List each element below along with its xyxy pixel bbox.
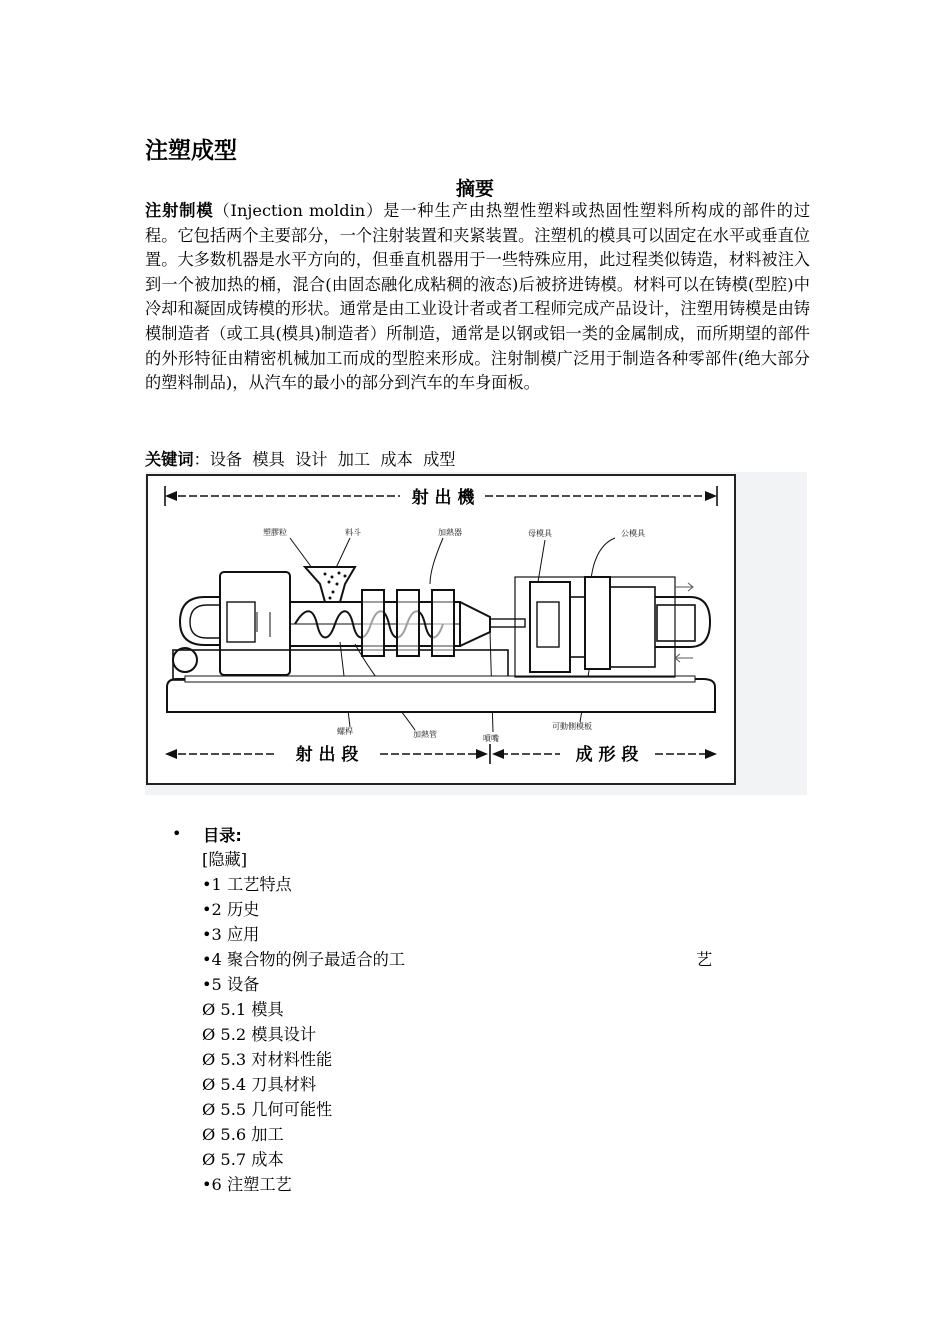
label-male-mold: 公模具 [621,529,645,538]
toc-item[interactable]: •2 历史 [202,900,260,919]
label-female-mold: 母模具 [528,529,552,538]
label-molding-section: 成 形 段 [575,745,639,765]
label-screw: 螺桿 [337,727,353,736]
toc-item[interactable]: •6 注塑工艺 [202,1175,292,1194]
toc-item[interactable]: •4 聚合物的例子最适合的工 [202,950,406,969]
toc-item[interactable]: •5 设备 [202,975,260,994]
toc-heading: 目录: [203,826,242,845]
abstract-term: 注射制模 [145,201,214,220]
label-machine: 射 出 機 [411,488,475,508]
abstract-body: （Injection moldin）是一种生产由热塑性塑料或热固性塑料所构成的部件的过程。它包括两个主要部分，一个注射装置和夹紧装置。注塑机的模具可以固定在水平或垂直位置。大多数机器是水平方向的，但垂直机器用于一些特殊应用，此过程类似铸造，材料被注入到一个被加热的桶，混合(由固态融化成粘稠的液态)后被挤进铸模。材料可以在铸模(型腔)中冷却和凝固成铸模的形状。通常是由工业设计者或者工程师完成产品设计，注塑用铸模是由铸模制造者（或工具(模具)制造者）所制造，通常是以钢或铝一类的金属制成，而所期望的部件的外形特征由精密机械加工而成的型腔来形成。注射制模广泛用于制造各种零部件(绝大部分的塑料制品)，从汽车的最小的部分到汽车的车身面板。 [145,201,811,393]
keywords-label: 关键词 [145,450,194,469]
toc-subitem[interactable]: Ø 5.3 对材料性能 [202,1050,333,1069]
heater-bands [362,590,454,656]
male-mold [585,577,610,669]
toc-subitem[interactable]: Ø 5.4 刀具材料 [202,1075,317,1094]
keywords-list: ：设备 模具 设计 加工 成本 成型 [193,450,456,469]
toc-subitem[interactable]: Ø 5.2 模具设计 [202,1025,317,1044]
toc-subitem[interactable]: Ø 5.1 模具 [202,1000,284,1019]
label-heater: 加熱器 [438,528,462,537]
toc-subitem[interactable]: Ø 5.5 几何可能性 [202,1100,333,1119]
label-hopper: 料斗 [345,528,361,537]
injection-machine-diagram [145,472,807,795]
label-heating-tube: 加熱管 [413,730,437,739]
toc-subitem[interactable]: Ø 5.6 加工 [202,1125,284,1144]
label-nozzle: 噴嘴 [483,734,499,743]
toc-bullet: • [172,824,182,843]
page-title: 注塑成型 [145,138,237,164]
toc-subitem[interactable]: Ø 5.7 成本 [202,1150,284,1169]
label-pellets: 塑膠粒 [263,528,287,537]
diagram-svg [145,472,807,795]
label-injection-section: 射 出 段 [295,745,359,765]
machine-base [167,679,715,712]
toc-item[interactable]: •3 应用 [202,925,260,944]
abstract-heading: 摘要 [455,178,494,200]
label-movable-plate: 可動側模板 [552,722,592,731]
abstract-paragraph [145,199,810,396]
female-mold [530,582,570,672]
keywords-line [145,449,455,471]
toc-hide-link[interactable]: [隐藏] [202,850,248,869]
toc-item-tail: 艺 [696,950,713,969]
toc-item[interactable]: •1 工艺特点 [202,875,292,894]
